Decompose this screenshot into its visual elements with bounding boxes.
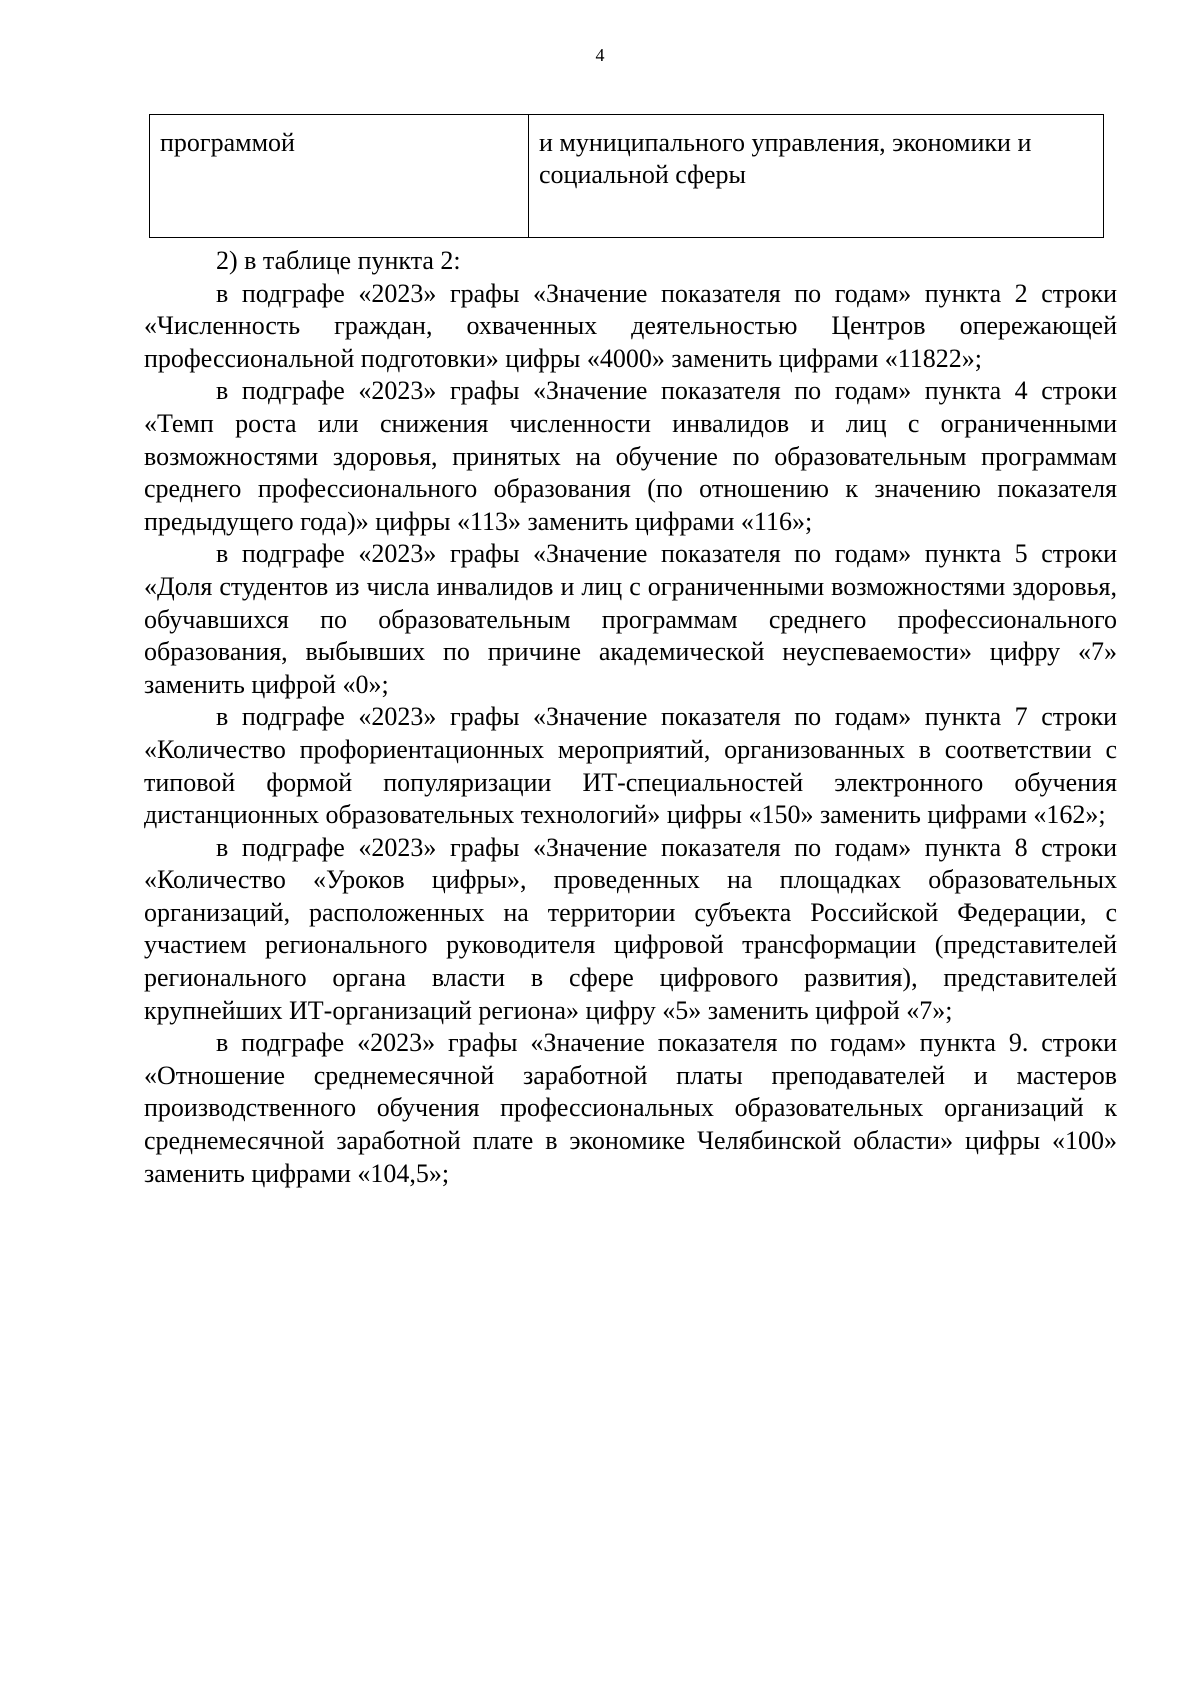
document-body xyxy=(144,245,1117,1190)
paragraph-table-item-2: 2) в таблице пункта 2: xyxy=(216,246,461,275)
table-cell-right: и муниципального управления, экономики и социальной сферы xyxy=(529,115,1104,238)
continuation-table xyxy=(149,114,1104,238)
table-row xyxy=(150,115,1104,238)
page-number: 4 xyxy=(595,45,605,65)
paragraph-point-5: в подграфе «2023» графы «Значение показателя по годам» пункта 5 строки «Доля студентов из числа инвалидов и лиц с ограниченными возможностями здоровья, обучавшихся по образовательным программам среднего профессионального образования, выбывших по причине академической неуспеваемости» цифру «7» заменить цифрой «0»; xyxy=(144,539,1117,699)
paragraph-point-9: в подграфе «2023» графы «Значение показателя по годам» пункта 9. строки «Отношение среднемесячной заработной платы преподавателей и мастеров производственного обучения профессиональных образовательных организаций к среднемесячной заработной плате в экономике Челябинской области» цифры «100» заменить цифрами «104,5»; xyxy=(144,1028,1117,1188)
paragraph-point-2: в подграфе «2023» графы «Значение показателя по годам» пункта 2 строки «Численность граждан, охваченных деятельностью Центров опережающей профессиональной подготовки» цифры «4000» заменить цифрами «11822»; xyxy=(144,278,1117,373)
table-cell-left: программой xyxy=(150,115,529,238)
paragraph-point-7: в подграфе «2023» графы «Значение показателя по годам» пункта 7 строки «Количество профориентационных мероприятий, организованных в соответствии с типовой формой популяризации ИТ-специальностей электронного обучения дистанционных образовательных технологий» цифры «150» заменить цифрами «162»; xyxy=(144,702,1117,830)
paragraph-point-8: в подграфе «2023» графы «Значение показателя по годам» пункта 8 строки «Количество «Уроков цифры», проведенных на площадках образовательных организаций, расположенных на территории субъекта Российской Федерации, с участием регионального руководителя цифровой трансформации (представителей регионального органа власти в сфере цифрового развития), представителей крупнейших ИТ-организаций региона» цифру «5» заменить цифрой «7»; xyxy=(144,832,1117,1025)
paragraph-point-4: в подграфе «2023» графы «Значение показателя по годам» пункта 4 строки «Темп роста или снижения численности инвалидов и лиц с ограниченными возможностями здоровья, принятых на обучение по образовательным программам среднего профессионального образования (по отношению к значению показателя предыдущего года)» цифры «113» заменить цифрами «116»; xyxy=(144,376,1117,536)
